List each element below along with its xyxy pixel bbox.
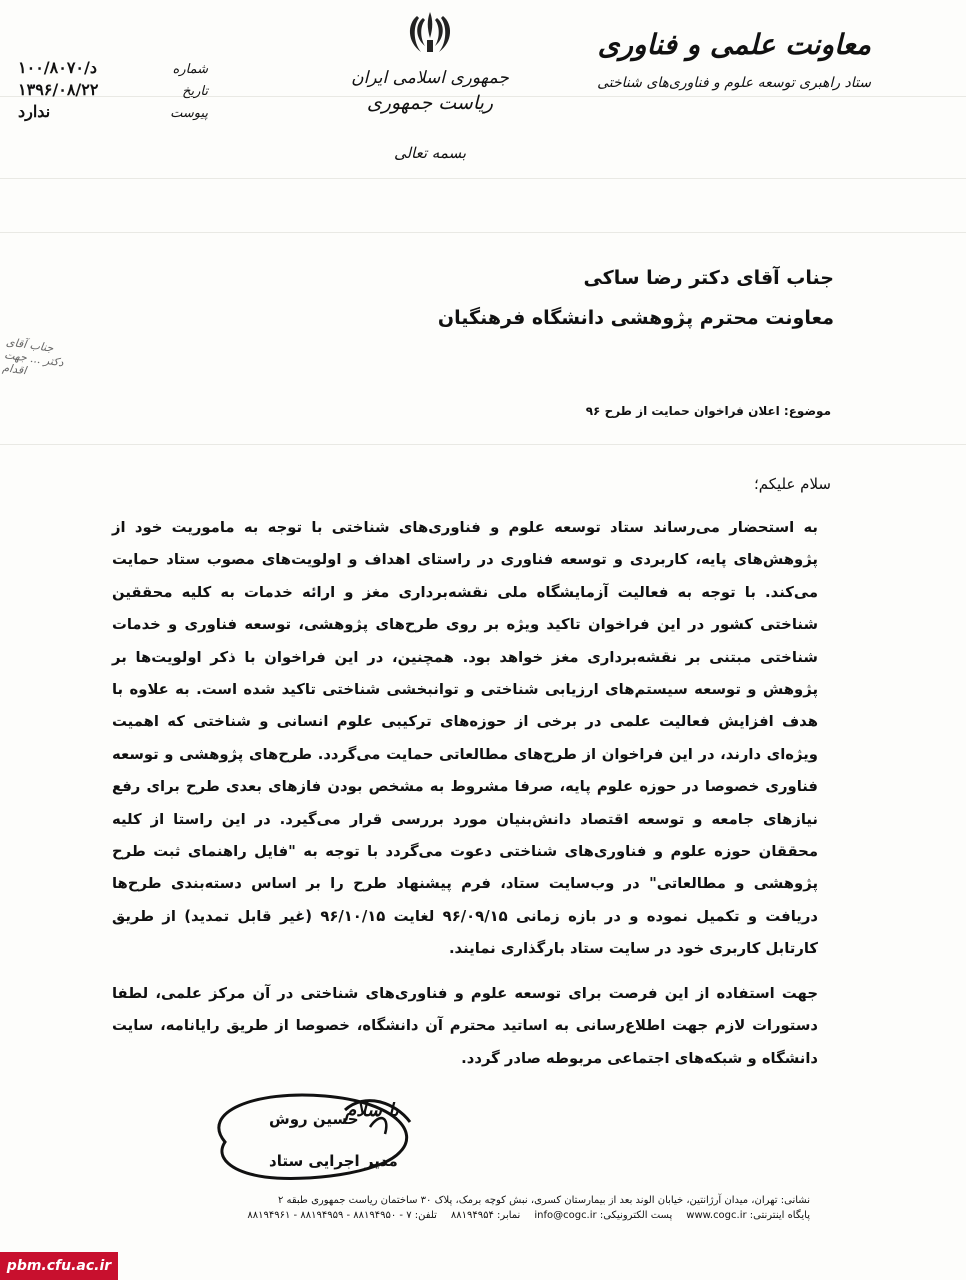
presidency-name: ریاست جمهوری: [366, 92, 494, 114]
country-name: جمهوری اسلامی ایران: [351, 68, 509, 88]
letter-meta: [18, 58, 208, 124]
footer-contacts: [150, 1208, 810, 1223]
recipient-block: [314, 258, 834, 338]
signature-block: [195, 1082, 425, 1192]
scan-line: [0, 444, 966, 445]
invocation: بسمه تعالی: [393, 144, 467, 162]
letter-subject: موضوع: اعلان فراخوان حمایت از طرح ۹۶: [585, 404, 831, 418]
organization-name: معاونت علمی و فناوری: [597, 28, 871, 61]
greeting: سلام علیکم؛: [753, 475, 831, 493]
organization-subtitle: ستاد راهبری توسعه علوم و فناوری‌های شناختی: [597, 75, 871, 91]
signer-name: حسین روش: [269, 1110, 359, 1128]
margin-handwritten-note: جناب آقای دکتر ... جهت اقدام: [1, 335, 65, 378]
footer-email: پست الکترونیکی: info@cogc.ir: [534, 1210, 673, 1221]
signature-stroke-icon: [195, 1082, 425, 1192]
site-watermark: pbm.cfu.ac.ir: [0, 1252, 118, 1280]
letterhead-emblem-block: [330, 8, 530, 162]
iran-emblem-icon: [403, 8, 457, 58]
scan-line: [0, 232, 966, 233]
meta-attachment-row: [18, 102, 208, 124]
meta-date-row: [18, 80, 208, 102]
signer-title: مدیر اجرایی ستاد: [269, 1152, 398, 1170]
scan-line: [0, 178, 966, 179]
footer-website: پایگاه اینترنتی: www.cogc.ir: [686, 1210, 810, 1221]
recipient-name: جناب آقای دکتر رضا ساکی: [583, 267, 834, 289]
letter-footer: [150, 1193, 810, 1223]
footer-address: نشانی: تهران، میدان آرژانتین، خیابان الوند بعد از بیمارستان کسری، نبش کوچه برمک، پلاک ۳۰ ساختمان ریاست جمهوری طبقه ۲: [277, 1195, 810, 1206]
letterhead-organization: [541, 28, 871, 91]
attachment-value: ندارد: [18, 102, 51, 121]
date-value: ۱۳۹۶/۰۸/۲۲: [18, 80, 99, 99]
attachment-label: پیوست: [170, 106, 208, 121]
body-paragraph-2: جهت استفاده از این فرصت برای توسعه علوم و فناوری‌های شناختی در آن مرکز علمی، لطفا دستورات لازم جهت اطلاع‌رسانی به اساتید محترم آن دانشگاه، خصوصا از طریق رایانامه، سایت دانشگاه و شبکه‌های اجتماعی مربوطه صادر گردد.: [112, 984, 818, 1067]
number-label: شماره: [172, 62, 208, 77]
number-value: د/۱۰۰/۸۰۷۰: [18, 58, 97, 77]
date-label: تاریخ: [182, 84, 208, 99]
letter-body: [112, 512, 818, 1075]
footer-phone: تلفن: ۷ - ۸۸۱۹۴۹۵۰ - ۸۸۱۹۴۹۵۹ - ۸۸۱۹۴۹۶۱: [247, 1210, 437, 1221]
footer-fax: نمابر: ۸۸۱۹۴۹۵۴: [450, 1210, 521, 1221]
recipient-title: معاونت محترم پژوهشی دانشگاه فرهنگیان: [437, 307, 834, 329]
handwritten-greeting: با سلام: [345, 1100, 399, 1121]
body-paragraph-1: به استحضار می‌رساند ستاد توسعه علوم و فناوری‌های شناختی با توجه به ماموریت خود از پژوهش‌های پایه، کاربردی و توسعه فناوری در راستای اهداف و اولویت‌های مصوب ستاد حمایت می‌کند. با توجه به فعالیت آزمایشگاه ملی نقشه‌برداری مغز و ارائه خدمات به کلیه محققین شناختی کشور در این فراخوان تاکید ویژه بر روی طرح‌های پژوهشی، توسعه فناوری و خدمات شناختی مبتنی بر نقشه‌برداری مغز خواهد بود. همچنین، در این فراخوان با ذکر اولویت‌ها بر پژوهش و توسعه سیستم‌های ارزیابی شناختی و توانبخشی شناختی تاکید شده است. به علاوه با هدف افزایش فعالیت علمی در برخی از حوزه‌های ترکیبی علوم انسانی و شناختی که اهمیت ویژه‌ای دارند، در این فراخوان از طرح‌های مطالعاتی حمایت می‌گردد. طرح‌های پژوهشی و توسعه فناوری خصوصا در حوزه علوم پایه، صرفا مشروط به مشخص بودن فازهای بعدی طرح برای رفع نیازهای جامعه و توسعه اقتصاد دانش‌بنیان مورد بررسی قرار می‌گیرد. در این راستا از کلیه محققان حوزه علوم و فناوری‌های شناختی دعوت می‌گردد با توجه به "فایل راهنمای ثبت طرح پژوهشی و مطالعاتی" در وب‌سایت ستاد، فرم پیشنهاد طرح را بر اساس دسته‌بندی طرح‌ها دریافت و تکمیل نموده و در بازه زمانی ۹۶/۰۹/۱۵ لغایت ۹۶/۱۰/۱۵ (غیر قابل تمدید) از طریق کارتابل کاربری خود در سایت ستاد بارگذاری نمایند.: [112, 519, 818, 958]
meta-number-row: [18, 58, 208, 80]
